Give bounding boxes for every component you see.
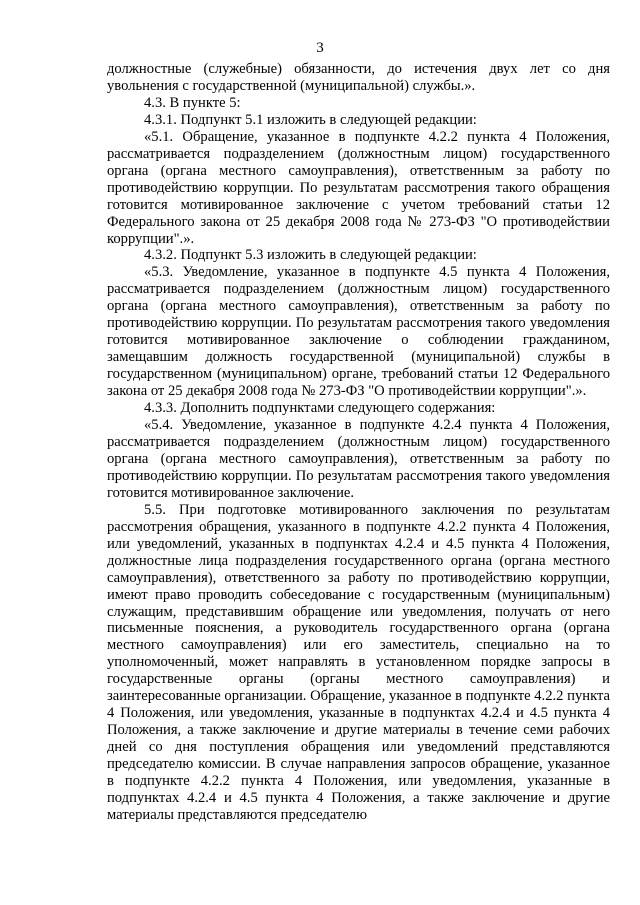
paragraph-4-3-3: 4.3.3. Дополнить подпунктами следующего содержания: bbox=[144, 400, 496, 417]
paragraph-4-3-1: 4.3.1. Подпункт 5.1 изложить в следующей редакции: bbox=[144, 111, 477, 128]
paragraph-continuation: должностные (служебные) обязанности, до истечения двух лет со дня увольнения с государственной (муниципальной) службы.». bbox=[107, 61, 610, 94]
paragraph-5-3: «5.3. Уведомление, указанное в подпункте 4.5 пункта 4 Положения, рассматривается подразделением (должностным лицом) государственного органа (органа местного самоуправления), ответственным за работу по противодействию коррупции. По результатам рассмотрения такого уведомления готовится мотивированное заключение о соблюдении гражданином, замещавшим должность государственной (муниципальной) службы в государственном (муниципальном) органе, требований статьи 12 Федерального закона от 25 декабря 2008 года № 273-ФЗ "О противодействии коррупции".». bbox=[107, 264, 610, 400]
paragraph-4-3: 4.3. В пункте 5: bbox=[144, 94, 241, 111]
paragraph-4-3-2: 4.3.2. Подпункт 5.3 изложить в следующей редакции: bbox=[144, 247, 477, 264]
page-number: 3 bbox=[316, 40, 324, 56]
paragraph-5-4: «5.4. Уведомление, указанное в подпункте 4.2.4 пункта 4 Положения, рассматривается подразделением (должностным лицом) государственного органа (органа местного самоуправления), ответственным за работу по противодействию коррупции. По результатам рассмотрения такого уведомления готовится мотивированное заключение. bbox=[107, 417, 610, 501]
document-body bbox=[107, 61, 610, 824]
paragraph-5-5: 5.5. При подготовке мотивированного заключения по результатам рассмотрения обращения, указанного в подпункте 4.2.2 пункта 4 Положения, или уведомлений, указанных в подпунктах 4.2.4 и 4.5 пункта 4 Положения, должностные лица подразделения государственного органа (органа местного самоуправления), ответственного за работу по противодействию коррупции, имеют право проводить собеседование с государственным (муниципальным) служащим, представившим обращение или уведомления, получать от него письменные пояснения, а руководитель государственного органа (органа местного самоуправления) или его заместитель, специально на то уполномоченный, может направлять в установленном порядке запросы в государственные органы (органы местного самоуправления) и заинтересованные организации. Обращение, указанное в подпункте 4.2.2 пункта 4 Положения, или уведомления, указанные в подпунктах 4.2.4 и 4.5 пункта 4 Положения, а также заключение и другие материалы в течение семи рабочих дней со дня поступления обращения или уведомлений представляются председателю комиссии. В случае направления запросов обращение, указанное в подпункте 4.2.2 пункта 4 Положения, или уведомления, указанные в подпунктах 4.2.4 и 4.5 пункта 4 Положения, а также заключение и другие материалы представляются председателю bbox=[107, 501, 610, 823]
paragraph-5-1: «5.1. Обращение, указанное в подпункте 4.2.2 пункта 4 Положения, рассматривается подразделением (должностным лицом) государственного органа (органа местного самоуправления), ответственным за работу по противодействию коррупции. По результатам рассмотрения такого обращения готовится мотивированное заключение с учетом требований статьи 12 Федерального закона от 25 декабря 2008 года № 273-ФЗ "О противодействии коррупции".». bbox=[107, 128, 610, 247]
